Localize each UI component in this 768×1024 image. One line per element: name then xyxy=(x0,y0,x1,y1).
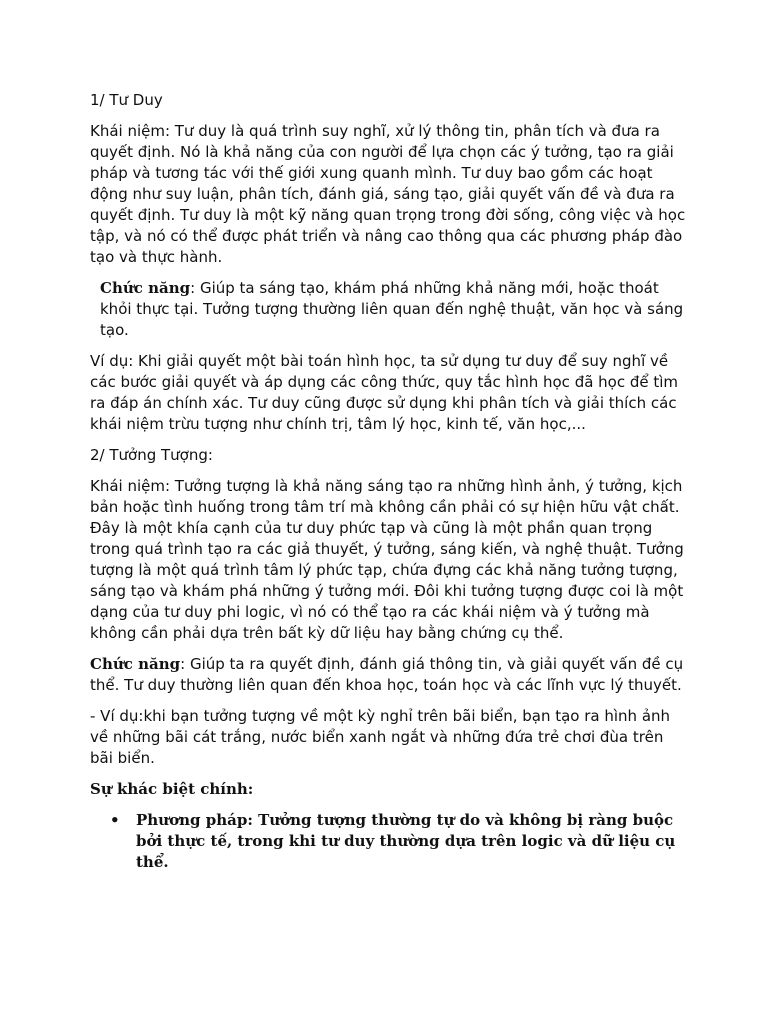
section-1-heading: 1/ Tư Duy xyxy=(90,91,163,109)
section-2-concept: Khái niệm: Tưởng tượng là khả năng sáng tạo ra những hình ảnh, ý tưởng, kịch bản hoặc tình huống trong tâm trí mà không cần phải có sự hiện hữu vật chất. Đây là một khía cạnh của tư duy phức tạp và cũng là một phần quan trọng trong quá trình tạo ra các giả thuyết, ý tưởng, sáng kiến, và nghệ thuật. Tưởng tượng là một quá trình tâm lý phức tạp, chứa đựng các khả năng tưởng tượng, sáng tạo và khám phá những ý tưởng mới. Đôi khi tưởng tượng được coi là một dạng của tư duy phi logic, vì nó có thể tạo ra các khái niệm và ý tưởng mà không cần phải dựa trên bất kỳ dữ liệu hay bằng chứng cụ thể. xyxy=(90,477,684,642)
document-page xyxy=(90,90,690,873)
bullet-icon: • xyxy=(110,811,120,829)
list-item xyxy=(110,810,690,873)
section-1-function xyxy=(90,278,690,341)
section-2-heading: 2/ Tưởng Tượng: xyxy=(90,446,213,464)
differences-list xyxy=(90,810,690,873)
section-1-example: Ví dụ: Khi giải quyết một bài toán hình học, ta sử dụng tư duy để suy nghĩ về các bước giải quyết và áp dụng các công thức, quy tắc hình học đã học để tìm ra đáp án chính xác. Tư duy cũng được sử dụng khi phân tích và giải thích các khái niệm trừu tượng như chính trị, tâm lý học, kinh tế, văn học,... xyxy=(90,352,679,433)
differences-heading: Sự khác biệt chính: xyxy=(90,780,254,798)
section-2-function-text: : Giúp ta ra quyết định, đánh giá thông tin, và giải quyết vấn đề cụ thể. Tư duy thường liên quan đến khoa học, toán học và các lĩnh vực lý thuyết. xyxy=(90,655,684,694)
section-1-function-text: : Giúp ta sáng tạo, khám phá những khả năng mới, hoặc thoát khỏi thực tại. Tưởng tượng thường liên quan đến nghệ thuật, văn học và sáng tạo. xyxy=(100,279,684,339)
section-1-function-label: Chức năng xyxy=(100,279,191,297)
list-item-text: Phương pháp: Tưởng tượng thường tự do và không bị ràng buộc bởi thực tế, trong khi tư duy thường dựa trên logic và dữ liệu cụ thể. xyxy=(136,811,676,871)
section-2-example: - Ví dụ:khi bạn tưởng tượng về một kỳ nghỉ trên bãi biển, bạn tạo ra hình ảnh về những bãi cát trắng, nước biển xanh ngắt và những đứa trẻ chơi đùa trên bãi biển. xyxy=(90,707,671,767)
section-2-function-label: Chức năng xyxy=(90,655,181,673)
section-2-function xyxy=(90,654,690,696)
section-1-concept: Khái niệm: Tư duy là quá trình suy nghĩ, xử lý thông tin, phân tích và đưa ra quyết định. Nó là khả năng của con người để lựa chọn các ý tưởng, tạo ra giải pháp và tương tác với thế giới xung quanh mình. Tư duy bao gồm các hoạt động như suy luận, phân tích, đánh giá, sáng tạo, giải quyết vấn đề và đưa ra quyết định. Tư duy là một kỹ năng quan trọng trong đời sống, công việc và học tập, và nó có thể được phát triển và nâng cao thông qua các phương pháp đào tạo và thực hành. xyxy=(90,122,686,266)
